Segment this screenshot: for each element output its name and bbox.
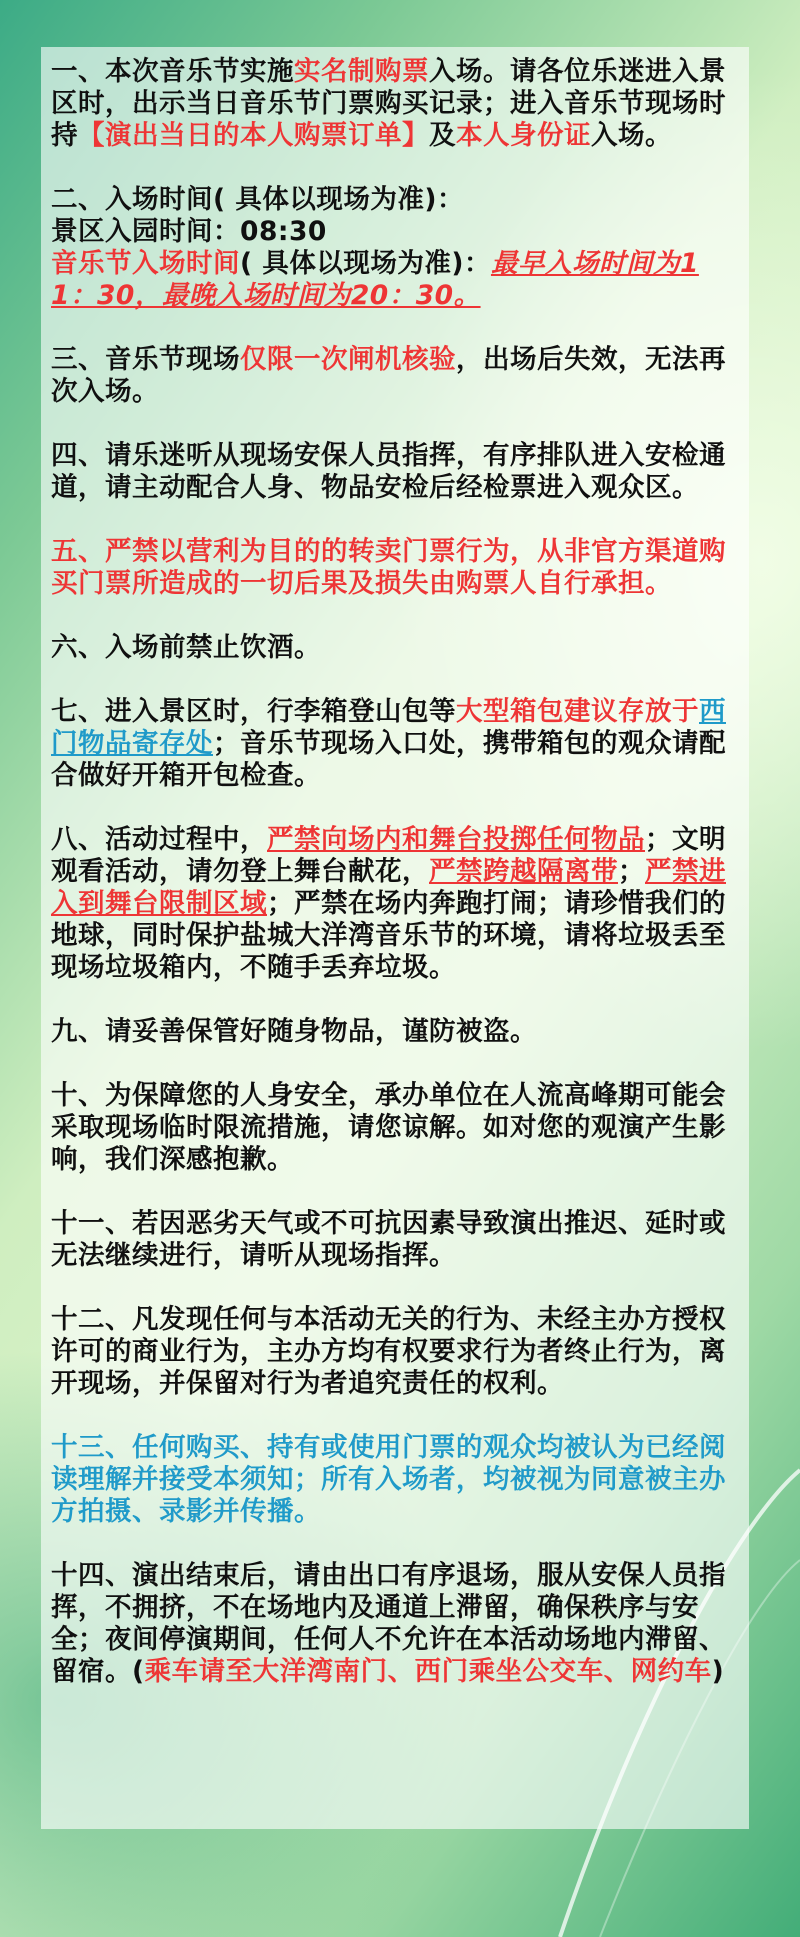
item2-entry-times: 最早入场时间为11：30，最晚入场时间为20：30。: [51, 248, 699, 311]
item11-text: 十一、若因恶劣天气或不可抗因素导致演出推迟、延时或无法继续进行，请听从现场指挥。: [51, 1208, 726, 1271]
item3-text-a: 三、音乐节现场: [51, 344, 240, 375]
item4-text: 四、请乐迷听从现场安保人员指挥，有序排队进入安检通道，请主动配合人身、物品安检后经检票进入观众区。: [51, 440, 726, 503]
item6-text: 六、入场前禁止饮酒。: [51, 632, 321, 663]
item2-line2: 景区入园时间：08:30: [51, 216, 327, 247]
item1-text-e: 及: [429, 120, 456, 151]
item1-text-c: 入场。请各位乐迷进入景区时，出示当日音乐节门票购买记录；进入音乐节现场时持: [51, 56, 726, 151]
notice-panel: [41, 47, 749, 1829]
item9-text: 九、请妥善保管好随身物品，谨防被盗。: [51, 1016, 537, 1047]
notice-item-14: [51, 1560, 739, 1688]
item1-id-card: 本人身份证: [456, 120, 591, 151]
notice-item-11: [51, 1208, 739, 1272]
item2-line1: 二、入场时间( 具体以现场为准)：: [51, 184, 464, 215]
item14-text-a: 十四、演出结束后，请由出口有序退场，服从安保人员指挥，不拥挤，不在场地内及通道上滞留，确保秩序与安全；夜间停演期间，任何人不允许在本活动场地内滞留、留宿。(: [51, 1560, 726, 1687]
notice-item-2: [51, 184, 739, 312]
item1-text-g: 入场。: [591, 120, 672, 151]
item7-text-d: ；音乐节现场入口处，携带箱包的观众请配合做好开箱开包检查。: [51, 728, 726, 791]
item8-text-a: 八、活动过程中，: [51, 824, 267, 855]
item2-line3: [51, 248, 739, 312]
item1-text-a: 一、本次音乐节实施: [51, 56, 294, 87]
notice-item-4: [51, 440, 739, 504]
item5-number: 五、: [51, 536, 105, 567]
notice-item-1: [51, 56, 739, 152]
notice-item-8: [51, 824, 739, 984]
notice-item-7: [51, 696, 739, 792]
item14-text-c: ): [711, 1656, 725, 1687]
item13-consent-text: 任何购买、持有或使用门票的观众均被认为已经阅读理解并接受本须知；所有入场者，均被视为同意被主办方拍摄、录影并传播。: [51, 1432, 726, 1527]
item8-text-c: ；文明观看活动，请勿登上舞台献花，: [51, 824, 726, 887]
item3-text-c: ，出场后失效，无法再次入场。: [51, 344, 726, 407]
item8-no-throwing: 严禁向场内和舞台投掷任何物品: [267, 824, 645, 855]
item5-resale-warning: 严禁以营利为目的的转卖门票行为，从非官方渠道购买门票所造成的一切后果及损失由购票人自行承担。: [51, 536, 726, 599]
item8-text-g: ；严禁在场内奔跑打闹；请珍惜我们的地球，同时保护盐城大洋湾音乐节的环境，请将垃圾丢至现场垃圾箱内，不随手丢弃垃圾。: [51, 888, 726, 983]
item10-text: 十、为保障您的人身安全，承办单位在人流高峰期可能会采取现场临时限流措施，请您谅解。如对您的观演产生影响，我们深感抱歉。: [51, 1080, 726, 1175]
item8-no-crossing-barrier: 严禁跨越隔离带: [429, 856, 618, 887]
item7-west-gate-storage: 西门物品寄存处: [51, 696, 726, 759]
notice-item-10: [51, 1080, 739, 1176]
item2-festival-entry-label: 音乐节入场时间: [51, 248, 240, 279]
item3-single-gate-check: 仅限一次闸机核验: [240, 344, 456, 375]
item14-transport-info: 乘车请至大洋湾南门、西门乘坐公交车、网约车: [144, 1656, 712, 1687]
notice-item-3: [51, 344, 739, 408]
notice-item-5: [51, 536, 739, 600]
item8-text-e: ；: [618, 856, 645, 887]
item7-large-bag-advice: 大型箱包建议存放于: [456, 696, 699, 727]
item12-text: 十二、凡发现任何与本活动无关的行为、未经主办方授权许可的商业行为，主办方均有权要求行为者终止行为，离开现场，并保留对行为者追究责任的权利。: [51, 1304, 726, 1399]
item2-festival-entry-note: ( 具体以现场为准)：: [240, 248, 491, 279]
item8-no-restricted-area: 严禁进入到舞台限制区域: [51, 856, 726, 919]
notice-item-9: [51, 1016, 739, 1048]
item13-number: 十三、: [51, 1432, 132, 1463]
item7-text-a: 七、进入景区时，行李箱登山包等: [51, 696, 456, 727]
notice-item-13: [51, 1432, 739, 1528]
notice-item-6: [51, 632, 739, 664]
item1-realname-ticket: 实名制购票: [294, 56, 429, 87]
notice-item-12: [51, 1304, 739, 1400]
item1-order-requirement: 【演出当日的本人购票订单】: [78, 120, 429, 151]
